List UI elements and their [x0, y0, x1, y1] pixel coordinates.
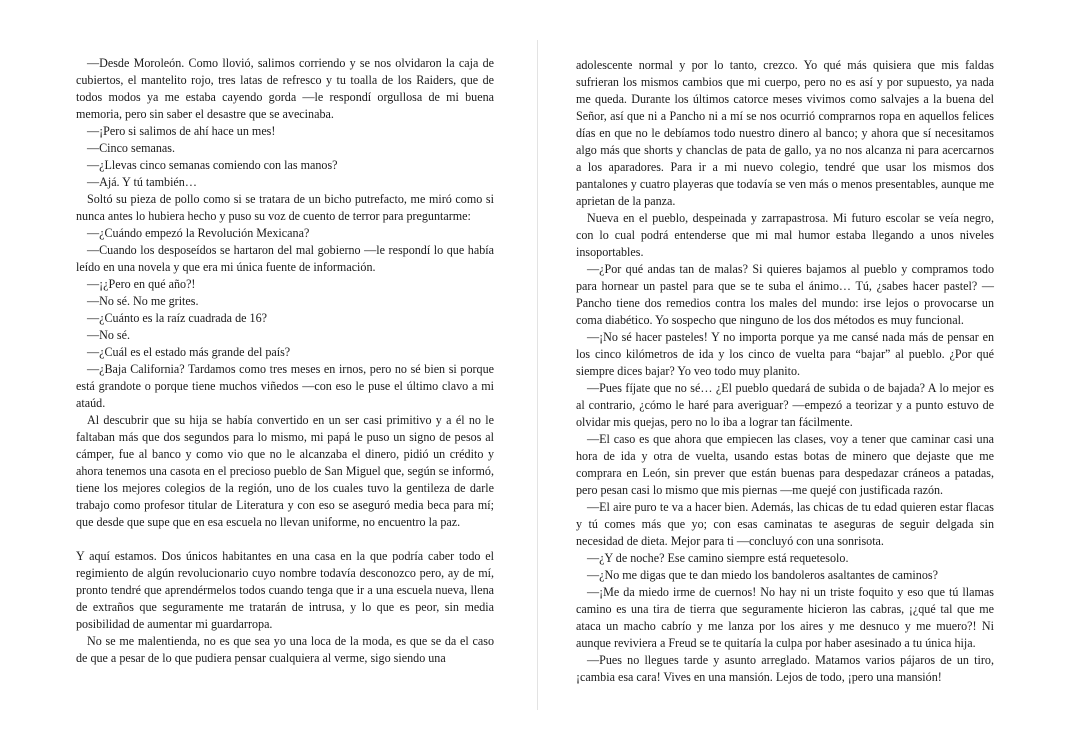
paragraph: —Desde Moroleón. Como llovió, salimos corriendo y se nos olvidaron la caja de cubiertos, el mantelito rojo, tres latas de refresco y tu toalla de los Raiders, que de todos modos ya me estaba cayendo gorda —le respondí orgullosa de mi buena memoria, pero sin saber el desastre que se avecinaba.	[76, 56, 494, 121]
paragraph: —No sé. No me grites.	[87, 294, 199, 308]
paragraph: —¿Llevas cinco semanas comiendo con las manos?	[87, 158, 338, 172]
paragraph: —¡No sé hacer pasteles! Y no importa porque ya me cansé nada más de pensar en los cinco kilómetros de ida y los cinco de vuelta para “bajar” al pueblo. ¿Por qué siempre dices bajar? Yo veo todo muy planito.	[576, 330, 994, 378]
paragraph: —¿Baja California? Tardamos como tres meses en irnos, pero no sé bien si porque está grandote o porque tiene muchos viñedos —con eso le puse el último clavo a mi ataúd.	[76, 362, 494, 410]
paragraph: —¿Cuál es el estado más grande del país?	[87, 345, 291, 359]
left-page	[76, 55, 494, 667]
continued-paragraph: adolescente normal y por lo tanto, crezco. Yo qué más quisiera que mis faldas sufrieran los mismos cambios que mi cuerpo, pero no es así y por supuesto, ya nada me queda. Durante los últimos catorce meses vivimos como salvajes a la buena del Señor, así que ni a Pancho ni a mí se nos ocurrió comprarnos ropa en aquellos felices días en que no le debíamos todo nuestro dinero al banco; y ahora que sí necesitamos algo más que shorts y chanclas de pata de gallo, ya no nos alcanza ni para acercarnos a los aparadores. Para ir a mi nuevo colegio, tendré que usar los mismos dos pantalones y cuatro playeras que todavía se ven más o menos presentables, aunque me aprietan de la panza.	[576, 58, 994, 208]
page-gutter-divider	[537, 40, 538, 710]
paragraph: —¡Pero si salimos de ahí hace un mes!	[87, 124, 276, 138]
paragraph: —El caso es que ahora que empiecen las clases, voy a tener que caminar casi una hora de ida y otra de vuelta, usando estas botas de minero que dejaste que me comprara en León, sin prever que están buenas para despedazar cráneos a patadas, pero pesan casi lo mismo que mis piernas —me quejé con justificada razón.	[576, 432, 994, 497]
paragraph: —¿Por qué andas tan de malas? Si quieres bajamos al pueblo y compramos todo para hornear un pastel para que se te suba el ánimo… Tú, ¿sabes hacer pastel? —Pancho tiene dos remedios contra los males del mundo: irse lejos o provocarse un coma diabético. Yo sospecho que ninguno de los dos métodos es muy funcional.	[576, 262, 994, 327]
paragraph: —¡¿Pero en qué año?!	[87, 277, 196, 291]
paragraph: —Cinco semanas.	[87, 141, 175, 155]
paragraph: Nueva en el pueblo, despeinada y zarrapastrosa. Mi futuro escolar se veía negro, con lo cual podrá entenderse que mi mal humor estaba llegando a unos niveles insoportables.	[576, 211, 994, 259]
paragraph: —¿Y de noche? Ese camino siempre está requetesolo.	[587, 551, 849, 565]
paragraph: —¿Cuánto es la raíz cuadrada de 16?	[87, 311, 267, 325]
paragraph: —Pues fíjate que no sé… ¿El pueblo quedará de subida o de bajada? A lo mejor es al contrario, ¿cómo le haré para averiguar? —empezó a teorizar y a punto estuvo de olvidar mis quejas, pero no lo iba a lograr tan fácilmente.	[576, 381, 994, 429]
paragraph: —No sé.	[87, 328, 130, 342]
paragraph: Soltó su pieza de pollo como si se tratara de un bicho putrefacto, me miró como si nunca antes lo hubiera hecho y puso su voz de cuento de terror para preguntarme:	[76, 192, 494, 223]
paragraph: —¿No me digas que te dan miedo los bandoleros asaltantes de caminos?	[587, 568, 938, 582]
paragraph: No se me malentienda, no es que sea yo una loca de la moda, es que se da el caso de que a pesar de lo que pudiera pensar cualquiera al verme, sigo siendo una	[76, 634, 494, 665]
paragraph: —¡Me da miedo irme de cuernos! No hay ni un triste foquito y eso que tú llamas camino es una tira de tierra que seguramente hicieron las cabras, ¡¿qué tal que me ataca un macho cabrío y me lanza por los aires y me desnuco y me muero?! Ni aunque reviviera a Freud se te quitaría la culpa por haber asesinado a tu única hija.	[576, 585, 994, 650]
paragraph: Al descubrir que su hija se había convertido en un ser casi primitivo y a él no le faltaban más que dos segundos para lo mismo, mi papá le puso un signo de pesos al cámper, fue al banco y como vio que no le alcanzaba el dinero, pidió un crédito y ahora tenemos una casota en el precioso pueblo de San Miguel que, según se informó, tiene los mejores colegios de la región, uno de los cuales tuvo la gentileza de darle trabajo como profesor titular de Literatura y con eso se aseguró media beca para mí; que desde que supe que en esa escuela no llevan uniforme, no encuentro la paz.	[76, 413, 494, 529]
right-page	[576, 57, 994, 686]
paragraph: —Cuando los desposeídos se hartaron del mal gobierno —le respondí lo que había leído en una novela y que era mi única fuente de información.	[76, 243, 494, 274]
section-opening-paragraph: Y aquí estamos. Dos únicos habitantes en una casa en la que podría caber todo el regimiento de algún revolucionario cuyo nombre todavía desconozco pero, ay de mí, pronto tendré que aprendérmelos todos cuando tenga que ir a una escuela nueva, llena de extraños que seguramente me tratarán de intrusa, y lo que es peor, sin media posibilidad de aumentar mi guardarropa.	[76, 549, 494, 631]
paragraph: —El aire puro te va a hacer bien. Además, las chicas de tu edad quieren estar flacas y tú comes más que yo; con esas caminatas te aseguras de seguir delgada sin necesidad de dieta. Mejor para ti —concluyó con una sonrisota.	[576, 500, 994, 548]
paragraph: —Ajá. Y tú también…	[87, 175, 197, 189]
paragraph: —Pues no llegues tarde y asunto arreglado. Matamos varios pájaros de un tiro, ¡cambia esa cara! Vives en una mansión. Lejos de todo, ¡pero una mansión!	[576, 653, 994, 684]
paragraph: —¿Cuándo empezó la Revolución Mexicana?	[87, 226, 310, 240]
